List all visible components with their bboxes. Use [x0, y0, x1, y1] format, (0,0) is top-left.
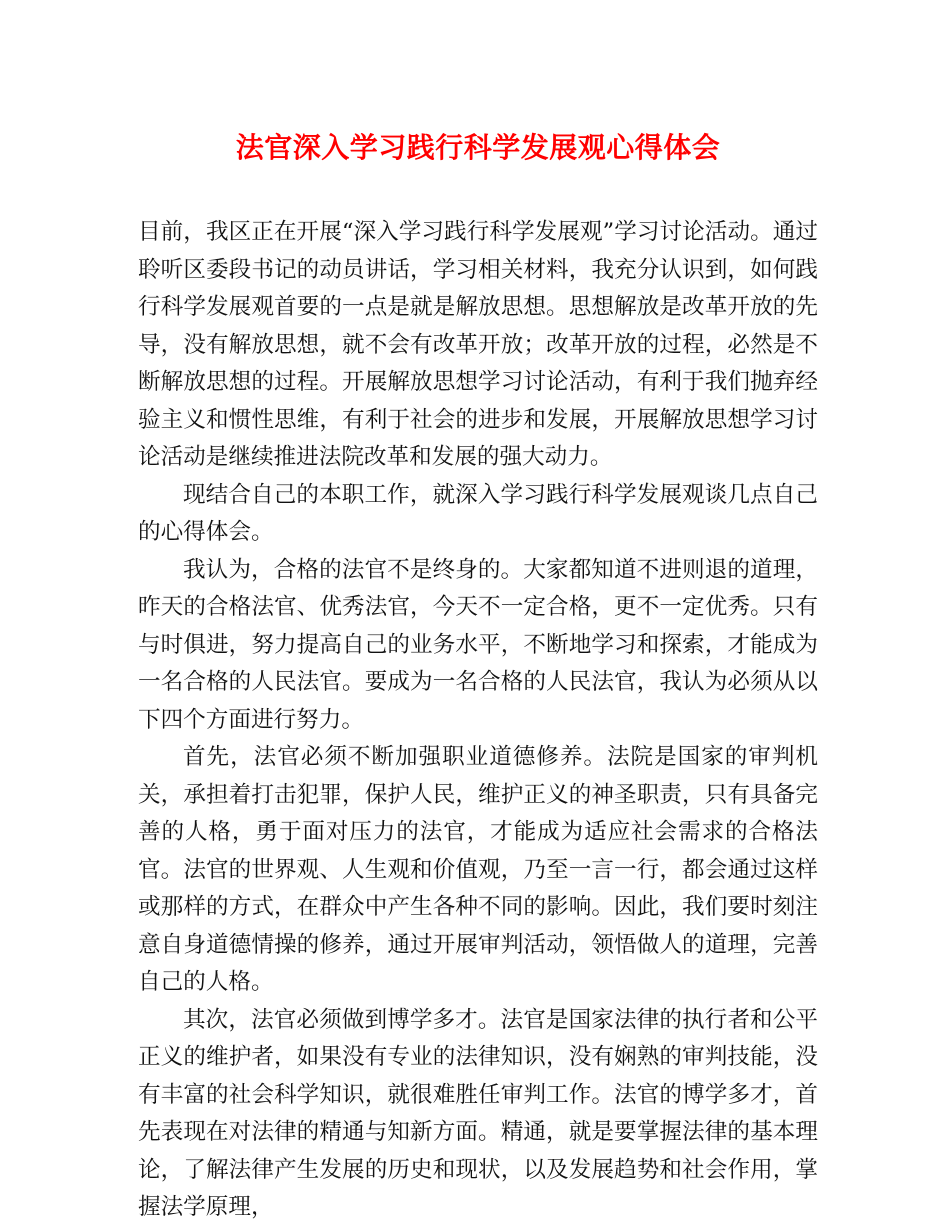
document-page	[138, 122, 818, 1227]
paragraph-context: 现结合自己的本职工作，就深入学习践行科学发展观谈几点自己的心得体会。	[138, 481, 818, 545]
paragraph-qualified-judge: 我认为，合格的法官不是终身的。大家都知道不进则退的道理，昨天的合格法官、优秀法官，今天不一定合格，更不一定优秀。只有与时俱进，努力提高自己的业务水平，不断地学习和探索，才能成为一名合格的人民法官。要成为一名合格的人民法官，我认为必须从以下四个方面进行努力。	[138, 556, 818, 733]
paragraph-intro: 目前，我区正在开展“深入学习践行科学发展观”学习讨论活动。通过聆听区委段书记的动员讲话，学习相关材料，我充分认识到，如何践行科学发展观首要的一点是就是解放思想。思想解放是改革开放的先导，没有解放思想，就不会有改革开放；改革开放的过程，必然是不断解放思想的过程。开展解放思想学习讨论活动，有利于我们抛弃经验主义和惯性思维，有利于社会的进步和发展，开展解放思想学习讨论活动是继续推进法院改革和发展的强大动力。	[138, 219, 818, 470]
document-title: 法官深入学习践行科学发展观心得体会	[235, 131, 721, 164]
paragraph-second-point: 其次，法官必须做到博学多才。法官是国家法律的执行者和公平正义的维护者，如果没有专业的法律知识，没有娴熟的审判技能，没有丰富的社会科学知识，就很难胜任审判工作。法官的博学多才，首先表现在对法律的精通与知新方面。精通，就是要掌握法律的基本理论，了解法律产生发展的历史和现状，以及发展趋势和社会作用，掌握法学原理，	[138, 1006, 818, 1220]
paragraph-first-point: 首先，法官必须不断加强职业道德修养。法院是国家的审判机关，承担着打击犯罪，保护人民，维护正义的神圣职责，只有具备完善的人格，勇于面对压力的法官，才能成为适应社会需求的合格法官。法官的世界观、人生观和价值观，乃至一言一行，都会通过这样或那样的方式，在群众中产生各种不同的影响。因此，我们要时刻注意自身道德情操的修养，通过开展审判活动，领悟做人的道理，完善自己的人格。	[138, 744, 818, 995]
